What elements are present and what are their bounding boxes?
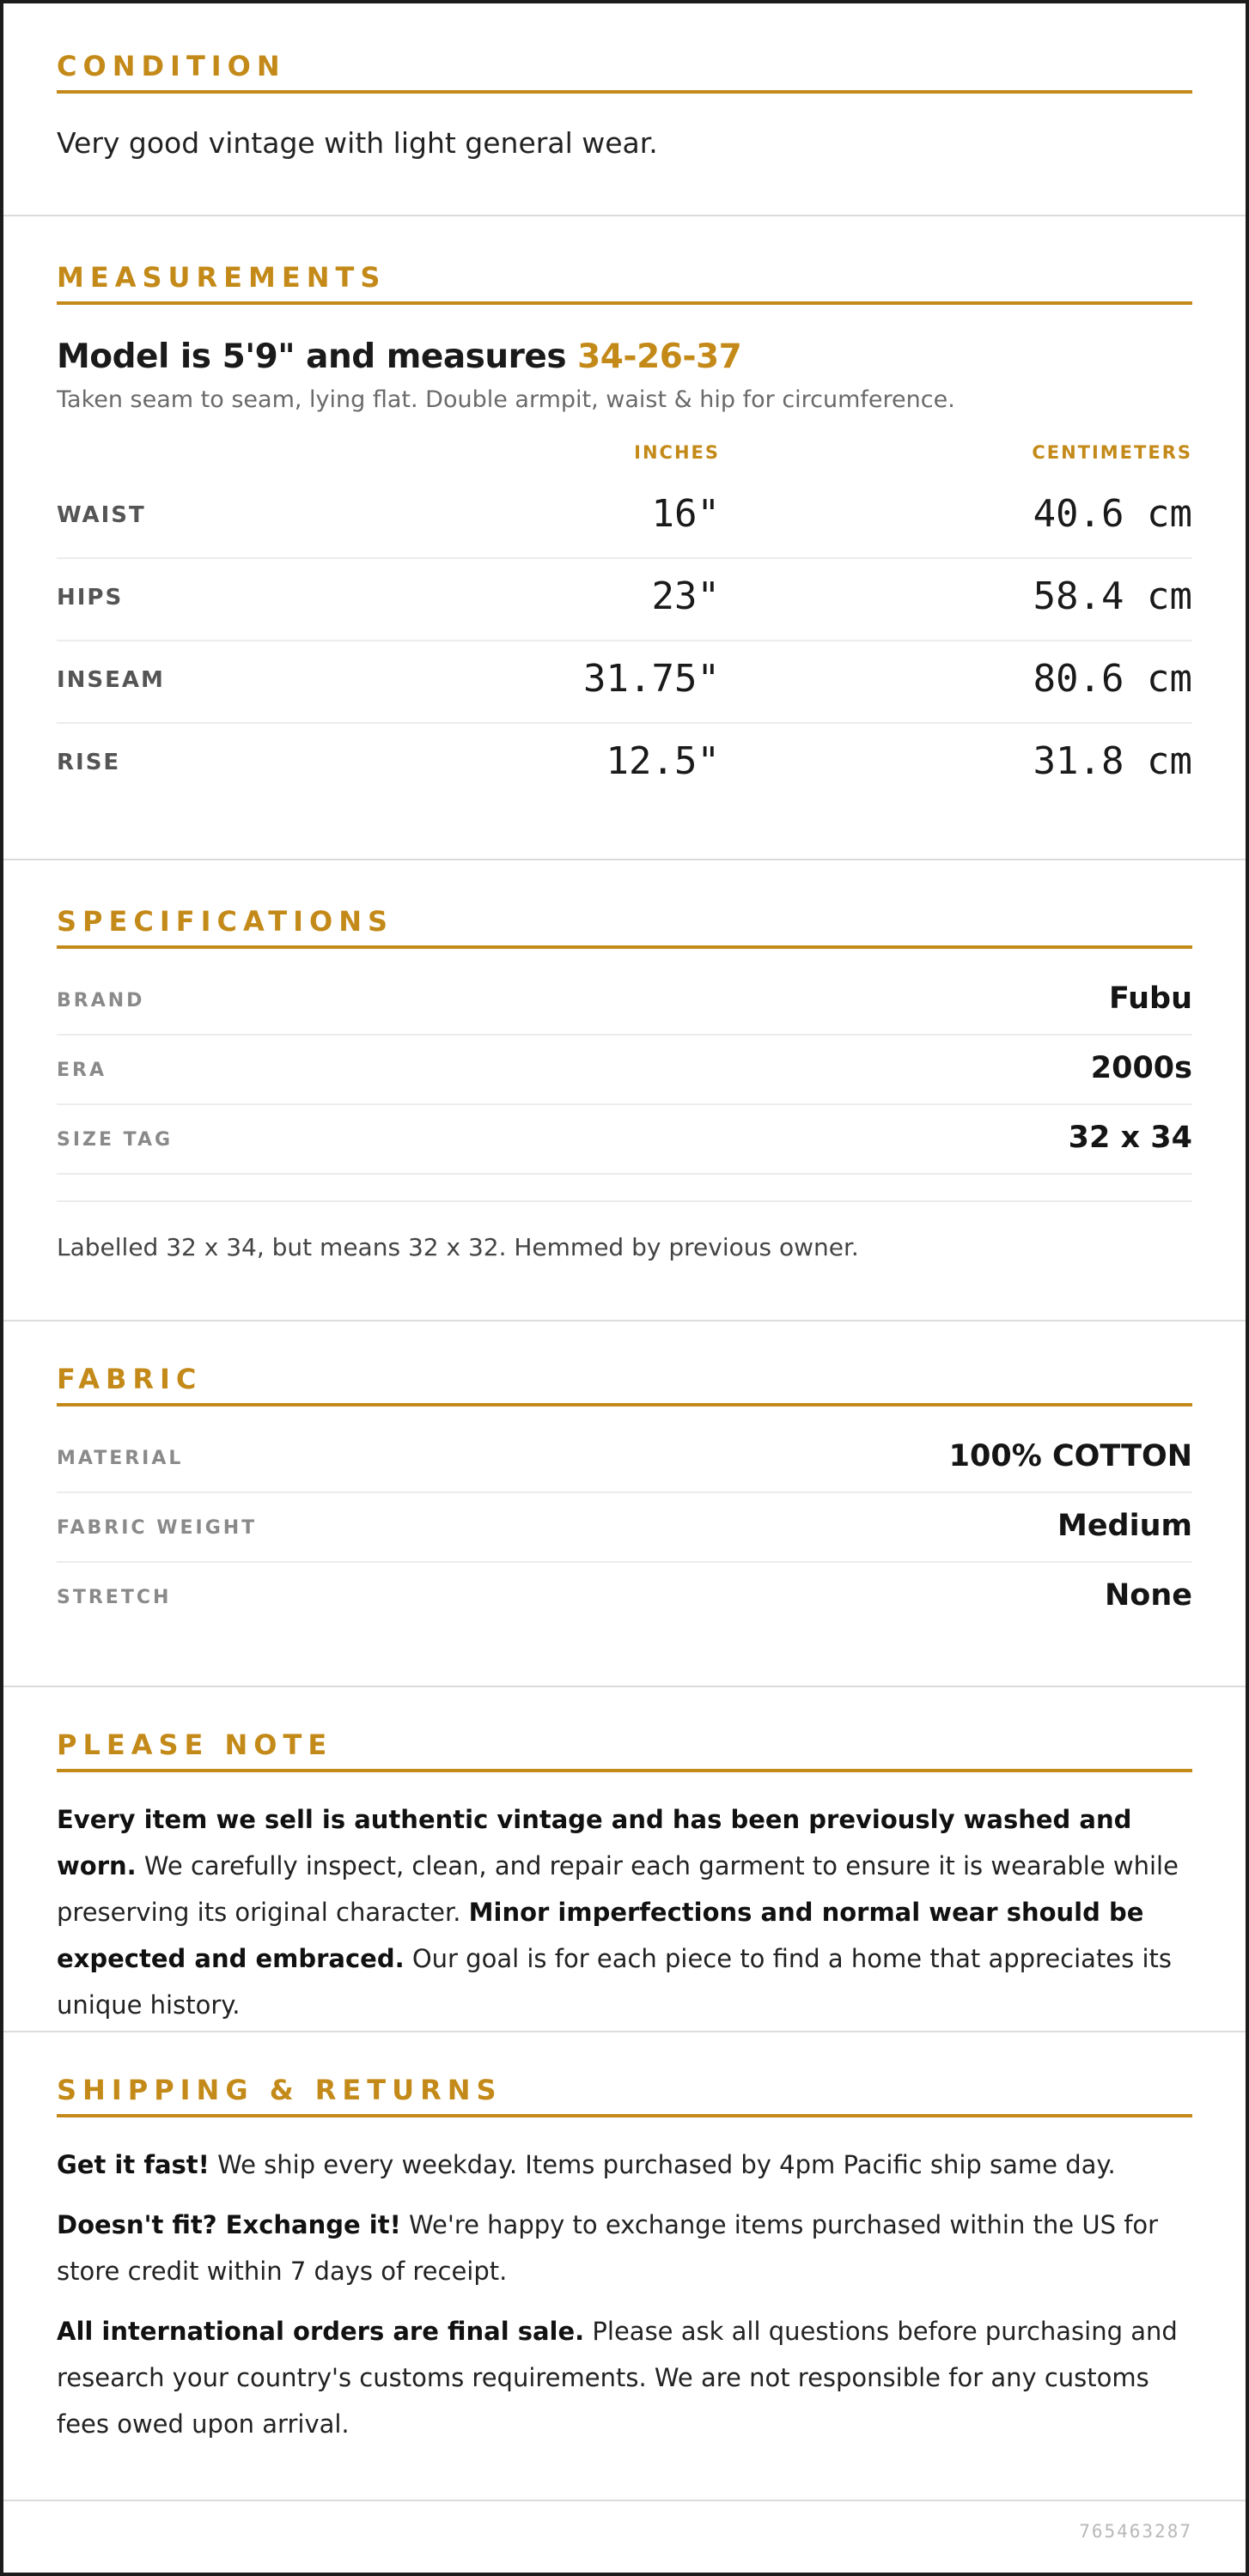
fabric-heading: FABRIC [57, 1364, 1192, 1406]
measurement-inches: 12.5" [606, 739, 720, 784]
condition-heading: CONDITION [57, 52, 1192, 94]
shipping-p1-bold: Get it fast! [57, 2150, 210, 2180]
measurement-cm: 58.4 cm [1033, 574, 1192, 619]
measurement-label: HIPS [57, 585, 124, 611]
shipping-paragraph-1 [57, 2142, 1192, 2188]
specifications-list [57, 966, 1192, 1202]
measurement-label: RISE [57, 750, 121, 776]
measurements-subtitle: Taken seam to seam, lying flat. Double armpit, waist & hip for circumference. [57, 386, 955, 414]
shipping-p3-text: Please ask all questions before purchasing and research your country's customs requirements. We are not responsible for any customs fees owed upon arrival. [57, 2317, 1178, 2439]
please-note-section [3, 1687, 1246, 2032]
measurement-label: INSEAM [57, 667, 165, 694]
specifications-note: Labelled 32 x 34, but means 32 x 32. Hemmed by previous owner. [57, 1233, 859, 1262]
shipping-section [3, 2032, 1246, 2501]
please-note-text [57, 1796, 1192, 2028]
measurement-row-rise [57, 724, 1192, 806]
measurement-cm: 40.6 cm [1033, 492, 1192, 537]
spec-row-size-tag [57, 1105, 1192, 1175]
please-note-bold-2: Minor imperfections and normal wear should be expected and embraced. [57, 1898, 1144, 1974]
shipping-paragraph-2 [57, 2202, 1192, 2294]
specifications-heading: SPECIFICATIONS [57, 907, 1192, 949]
shipping-p3-bold: All international orders are final sale. [57, 2317, 585, 2347]
please-note-text-1: We carefully inspect, clean, and repair each garment to ensure it is wearable while preserving its original character. [57, 1851, 1179, 1928]
measurements-section [3, 216, 1246, 860]
spec-label: ERA [57, 1060, 107, 1082]
measurement-inches: 16" [651, 492, 720, 537]
shipping-p2-text: We're happy to exchange items purchased within the US for store credit within 7 days of receipt. [57, 2210, 1159, 2287]
measurement-cm: 31.8 cm [1033, 739, 1192, 784]
spec-row-brand [57, 966, 1192, 1036]
measurements-heading: MEASUREMENTS [57, 263, 1192, 305]
fabric-value: 100% COTTON [948, 1439, 1192, 1474]
spec-value: Fubu [1108, 981, 1192, 1017]
fabric-label: FABRIC WEIGHT [57, 1517, 258, 1540]
spec-value: 2000s [1090, 1051, 1192, 1086]
product-id: 765463287 [1079, 2521, 1192, 2542]
fabric-row-stretch [57, 1563, 1192, 1632]
spec-divider [57, 1175, 1192, 1202]
model-measure-value: 34-26-37 [577, 337, 742, 377]
spec-label: BRAND [57, 990, 145, 1012]
please-note-heading: PLEASE NOTE [57, 1730, 1192, 1772]
model-measurements [57, 337, 1192, 376]
condition-text: Very good vintage with light general wear. [57, 126, 658, 161]
measurement-row-hips [57, 559, 1192, 641]
centimeters-column-header: CENTIMETERS [1032, 442, 1192, 464]
measurement-inches: 31.75" [583, 657, 720, 702]
measurement-row-inseam [57, 641, 1192, 724]
shipping-paragraph-3 [57, 2308, 1192, 2447]
spec-label: SIZE TAG [57, 1129, 174, 1151]
please-note-bold-1: Every item we sell is authentic vintage and has been previously washed and worn. [57, 1805, 1132, 1881]
measurements-table [57, 477, 1192, 806]
fabric-section [3, 1321, 1246, 1687]
specifications-section [3, 860, 1246, 1321]
fabric-row-weight [57, 1493, 1192, 1563]
shipping-p2-bold: Doesn't fit? Exchange it! [57, 2210, 401, 2240]
fabric-list [57, 1424, 1192, 1632]
measurement-inches: 23" [651, 574, 720, 619]
spec-row-era [57, 1036, 1192, 1105]
condition-section [3, 3, 1246, 216]
measurement-label: WAIST [57, 502, 146, 529]
fabric-label: STRETCH [57, 1587, 172, 1609]
inches-column-header: INCHES [634, 442, 720, 464]
model-prefix: Model is 5'9" and measures [57, 337, 578, 377]
shipping-heading: SHIPPING & RETURNS [57, 2075, 1192, 2117]
measurement-cm: 80.6 cm [1033, 657, 1192, 702]
please-note-text-2: Our goal is for each piece to find a home that appreciates its unique history. [57, 1944, 1173, 2020]
fabric-label: MATERIAL [57, 1448, 184, 1470]
spec-value: 32 x 34 [1068, 1121, 1192, 1156]
fabric-value: None [1105, 1578, 1192, 1613]
fabric-row-material [57, 1424, 1192, 1493]
fabric-value: Medium [1057, 1509, 1192, 1544]
measurement-row-waist [57, 477, 1192, 559]
shipping-p1-text: We ship every weekday. Items purchased by 4pm Pacific ship same day. [209, 2150, 1116, 2180]
measurements-column-headers [57, 442, 1192, 477]
